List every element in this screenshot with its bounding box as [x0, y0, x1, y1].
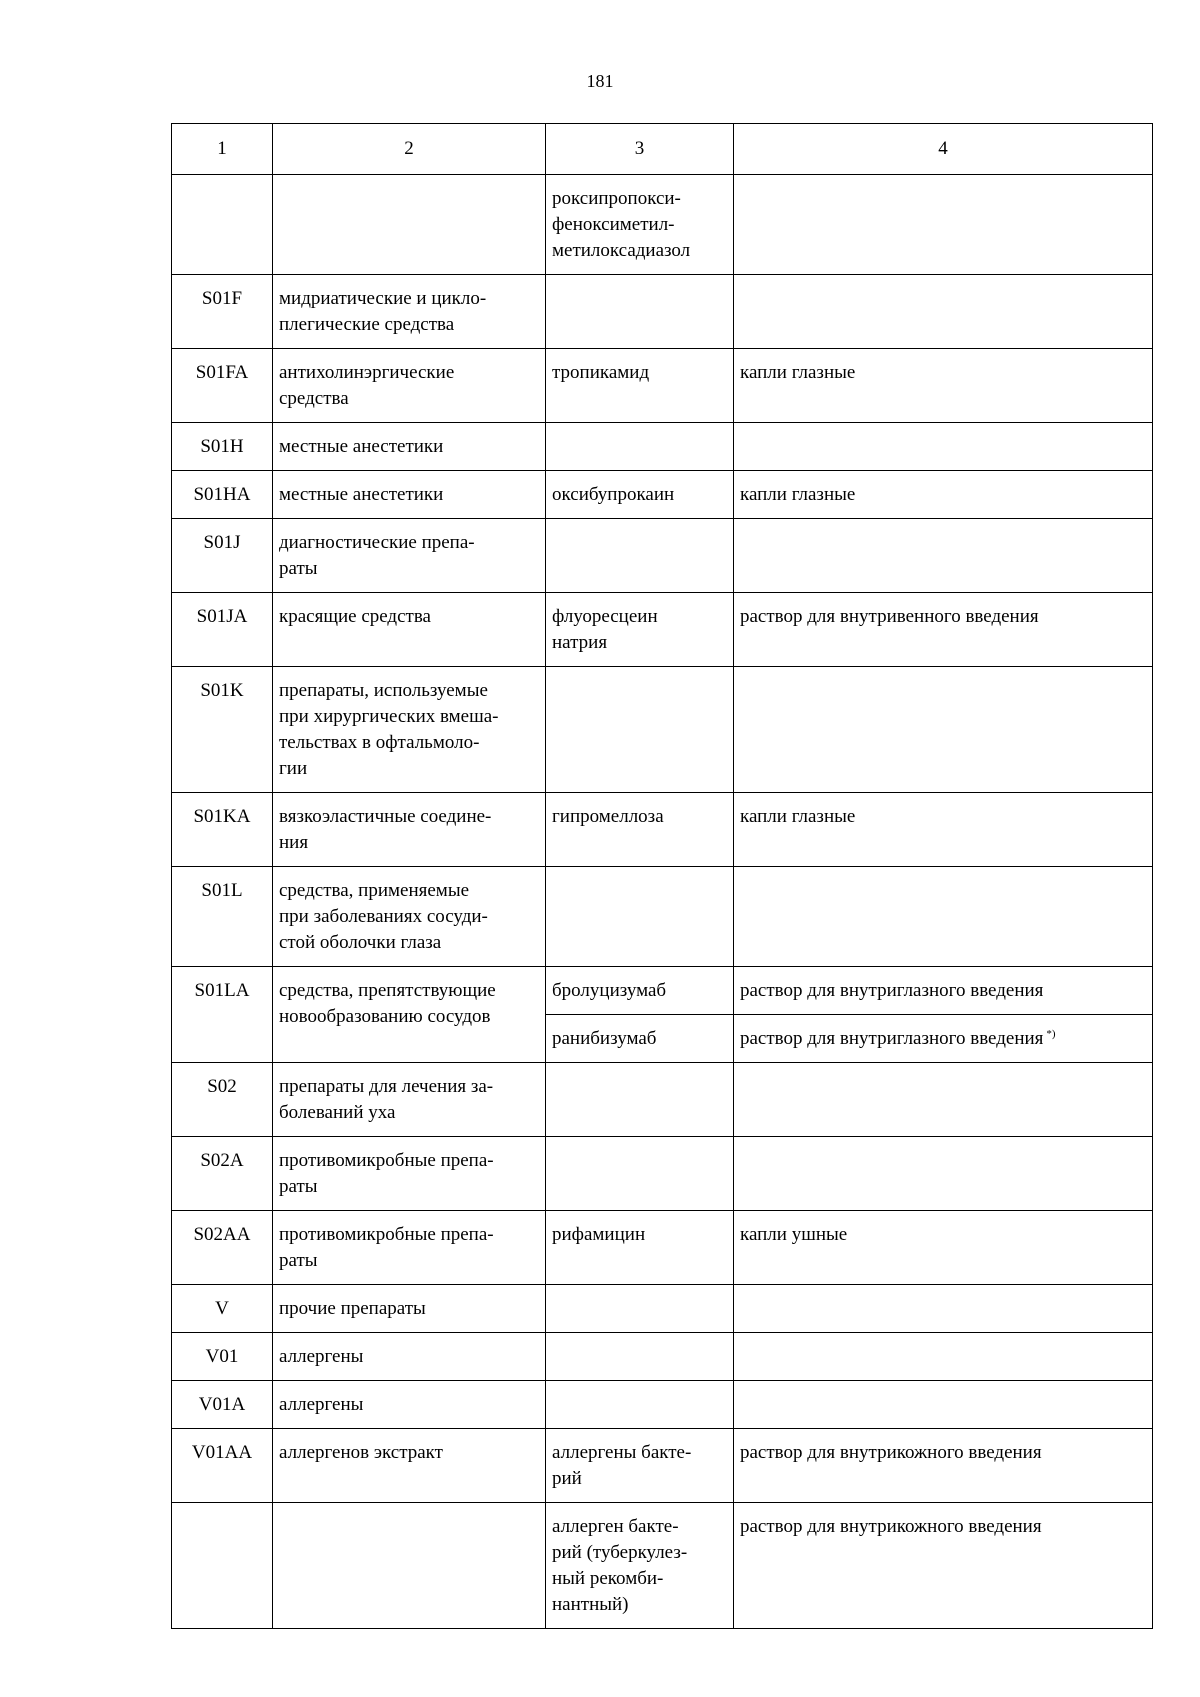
cell-line: тельствах в офтальмоло- [279, 732, 480, 753]
table-row [172, 175, 1153, 275]
atc-code-cell: S01J [172, 519, 273, 593]
drug-name-cell [546, 275, 734, 349]
cell-line: оксибупрокаин [552, 484, 675, 505]
group-name-cell [273, 1333, 546, 1381]
column-header-4: 4 [734, 124, 1153, 175]
cell-line: раты [279, 1250, 318, 1271]
cell-line: препараты для лечения за- [279, 1076, 494, 1097]
group-name-cell [273, 1211, 546, 1285]
cell-line: гии [279, 758, 308, 779]
table-row [172, 1381, 1153, 1429]
dosage-form-cell [734, 519, 1153, 593]
cell-line: нантный) [552, 1594, 629, 1615]
drug-name-cell [546, 967, 734, 1015]
table-row [172, 867, 1153, 967]
dosage-form-cell [734, 349, 1153, 423]
table-row [172, 1211, 1153, 1285]
dosage-form-cell [734, 867, 1153, 967]
cell-line: аллергенов экстракт [279, 1442, 443, 1463]
cell-line: вязкоэластичные соедине- [279, 806, 492, 827]
drug-name-cell [546, 1381, 734, 1429]
cell-line: раствор для внутриглазного введения [740, 980, 1044, 1001]
atc-code-cell: S01LA [172, 967, 273, 1063]
table-row [172, 275, 1153, 349]
footnote-marker: *) [1046, 1027, 1056, 1040]
cell-line: роксипропокси- [552, 188, 681, 209]
dosage-form-cell [734, 593, 1153, 667]
table-row [172, 519, 1153, 593]
cell-line: раты [279, 1176, 318, 1197]
group-name-cell [273, 1429, 546, 1503]
cell-line: тропикамид [552, 362, 650, 383]
cell-line: феноксиметил- [552, 214, 675, 235]
cell-line: капли ушные [740, 1224, 848, 1245]
table-row [172, 967, 1153, 1015]
atc-code-cell: S01JA [172, 593, 273, 667]
cell-line: капли глазные [740, 806, 856, 827]
drug-name-cell [546, 867, 734, 967]
drug-name-cell [546, 519, 734, 593]
dosage-form-cell [734, 1137, 1153, 1211]
cell-line: местные анестетики [279, 484, 444, 505]
cell-line: ный рекомби- [552, 1568, 664, 1589]
cell-line: метилоксадиазол [552, 240, 691, 261]
dosage-form-cell [734, 793, 1153, 867]
cell-line: натрия [552, 632, 608, 653]
group-name-cell [273, 471, 546, 519]
drug-name-cell [546, 793, 734, 867]
cell-line: средства, препятствующие [279, 980, 496, 1001]
dosage-form-cell [734, 471, 1153, 519]
group-name-cell [273, 1503, 546, 1629]
atc-code-cell: S02AA [172, 1211, 273, 1285]
table-row [172, 667, 1153, 793]
atc-code-cell: V01 [172, 1333, 273, 1381]
cell-line: капли глазные [740, 484, 856, 505]
drug-name-cell [546, 1137, 734, 1211]
cell-line: ния [279, 832, 309, 853]
table-row [172, 471, 1153, 519]
dosage-form-cell [734, 1333, 1153, 1381]
dosage-form-cell [734, 967, 1153, 1015]
table-row [172, 1137, 1153, 1211]
cell-line: раствор для внутривенного введения [740, 606, 1039, 627]
atc-code-cell [172, 1503, 273, 1629]
drug-name-cell [546, 1503, 734, 1629]
drug-name-cell [546, 471, 734, 519]
cell-line: рифамицин [552, 1224, 646, 1245]
cell-line: болеваний уха [279, 1102, 396, 1123]
table-row [172, 349, 1153, 423]
table-row [172, 1333, 1153, 1381]
dosage-form-cell [734, 1503, 1153, 1629]
column-header-2: 2 [273, 124, 546, 175]
cell-line: диагностические препа- [279, 532, 475, 553]
atc-code-cell: S01KA [172, 793, 273, 867]
group-name-cell [273, 275, 546, 349]
drug-name-cell [546, 175, 734, 275]
table-row [172, 423, 1153, 471]
table-row [172, 1503, 1153, 1629]
drug-name-cell [546, 1211, 734, 1285]
atc-code-cell: S02 [172, 1063, 273, 1137]
table-header-row [172, 124, 1153, 175]
cell-line: при заболеваниях сосуди- [279, 906, 488, 927]
group-name-cell [273, 1063, 546, 1137]
drug-name-cell [546, 667, 734, 793]
cell-line: средства [279, 388, 349, 409]
dosage-form-cell [734, 275, 1153, 349]
cell-line: рий [552, 1468, 582, 1489]
group-name-cell [273, 867, 546, 967]
cell-line: раствор для внутрикожного введения [740, 1442, 1042, 1463]
drug-name-cell [546, 423, 734, 471]
cell-line: противомикробные препа- [279, 1150, 494, 1171]
cell-line: плегические средства [279, 314, 455, 335]
group-name-cell [273, 967, 546, 1063]
cell-line: аллергены бакте- [552, 1442, 692, 1463]
atc-code-cell: S01HA [172, 471, 273, 519]
dosage-form-cell [734, 1285, 1153, 1333]
cell-line: раствор для внутриглазного введения [740, 1028, 1044, 1049]
drug-name-cell [546, 1285, 734, 1333]
cell-line: гипромеллоза [552, 806, 664, 827]
atc-code-cell: V01A [172, 1381, 273, 1429]
atc-code-cell: V01AA [172, 1429, 273, 1503]
table-row [172, 1285, 1153, 1333]
table-row [172, 793, 1153, 867]
atc-code-cell: S01FA [172, 349, 273, 423]
group-name-cell [273, 667, 546, 793]
group-name-cell [273, 1381, 546, 1429]
atc-code-cell: V [172, 1285, 273, 1333]
cell-line: красящие средства [279, 606, 431, 627]
atc-code-cell: S01L [172, 867, 273, 967]
drug-name-cell [546, 1015, 734, 1063]
dosage-form-cell [734, 1381, 1153, 1429]
cell-line: стой оболочки глаза [279, 932, 442, 953]
cell-line: капли глазные [740, 362, 856, 383]
table-row [172, 1063, 1153, 1137]
drug-name-cell [546, 1429, 734, 1503]
cell-line: раты [279, 558, 318, 579]
group-name-cell [273, 1137, 546, 1211]
table-row [172, 1429, 1153, 1503]
column-header-1: 1 [172, 124, 273, 175]
group-name-cell [273, 1285, 546, 1333]
group-name-cell [273, 793, 546, 867]
group-name-cell [273, 175, 546, 275]
cell-line: местные анестетики [279, 436, 444, 457]
dosage-form-cell [734, 175, 1153, 275]
dosage-form-cell [734, 1063, 1153, 1137]
cell-line: прочие препараты [279, 1298, 426, 1319]
table-body [172, 175, 1153, 1629]
dosage-form-cell [734, 667, 1153, 793]
page-number: 181 [586, 71, 614, 91]
cell-line: антихолинэргические [279, 362, 455, 383]
cell-line: ранибизумаб [552, 1028, 657, 1049]
cell-line: при хирургических вмеша- [279, 706, 499, 727]
cell-line: средства, применяемые [279, 880, 470, 901]
atc-code-cell [172, 175, 273, 275]
cell-line: препараты, используемые [279, 680, 488, 701]
dosage-form-cell [734, 1015, 1153, 1063]
atc-code-cell: S01K [172, 667, 273, 793]
group-name-cell [273, 349, 546, 423]
drug-name-cell [546, 1333, 734, 1381]
atc-code-cell: S01F [172, 275, 273, 349]
group-name-cell [273, 423, 546, 471]
column-header-3: 3 [546, 124, 734, 175]
dosage-form-cell [734, 1429, 1153, 1503]
atc-code-cell: S02A [172, 1137, 273, 1211]
drug-name-cell [546, 1063, 734, 1137]
drug-name-cell [546, 593, 734, 667]
dosage-form-cell [734, 1211, 1153, 1285]
drug-name-cell [546, 349, 734, 423]
cell-line: мидриатические и цикло- [279, 288, 487, 309]
group-name-cell [273, 593, 546, 667]
cell-line: новообразованию сосудов [279, 1006, 491, 1027]
cell-line: раствор для внутрикожного введения [740, 1516, 1042, 1537]
group-name-cell [273, 519, 546, 593]
cell-line: аллергены [279, 1394, 364, 1415]
table-row [172, 593, 1153, 667]
drug-classification-table [171, 123, 1153, 1629]
cell-line: рий (туберкулез- [552, 1542, 688, 1563]
dosage-form-cell [734, 423, 1153, 471]
cell-line: аллерген бакте- [552, 1516, 679, 1537]
cell-line: аллергены [279, 1346, 364, 1367]
cell-line: противомикробные препа- [279, 1224, 494, 1245]
atc-code-cell: S01H [172, 423, 273, 471]
cell-line: флуоресцеин [552, 606, 658, 627]
cell-line: бролуцизумаб [552, 980, 667, 1001]
